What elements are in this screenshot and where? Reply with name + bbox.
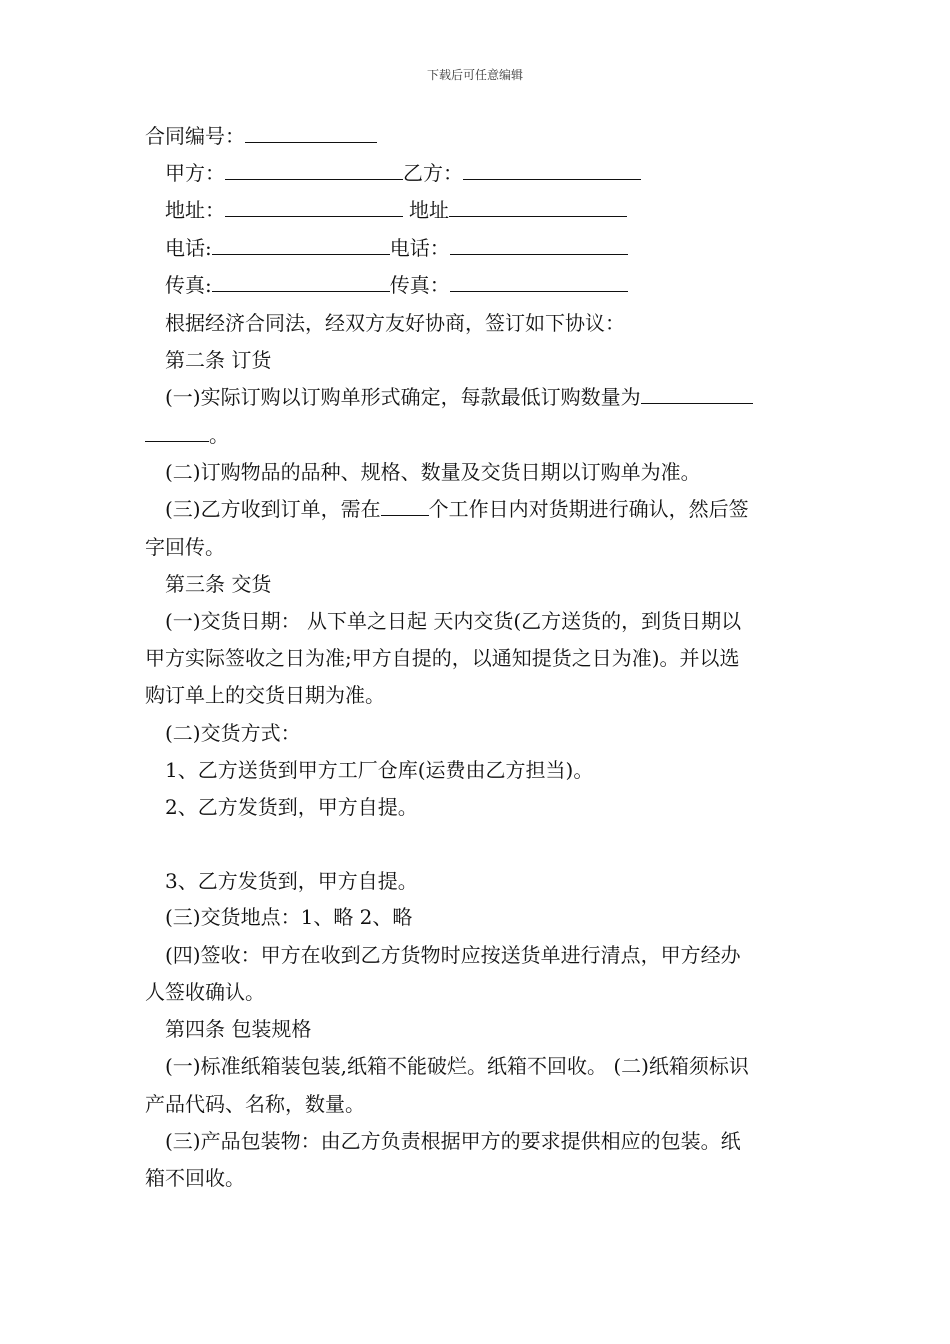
article-4-item-1-line-1: (一)标准纸箱装包装,纸箱不能破烂。纸箱不回收。 (二)纸箱须标识 — [165, 1054, 749, 1078]
address-a-blank[interactable] — [225, 198, 403, 217]
party-a-label: 甲方： — [165, 161, 225, 185]
article-3-title: 第三条 交货 — [165, 572, 272, 596]
article-3-item-1-line-1: (一)交货日期： 从下单之日起 天内交货(乙方送货的，到货日期以 — [165, 609, 742, 633]
intro-paragraph: 根据经济合同法，经双方友好协商，签订如下协议： — [165, 311, 625, 335]
contract-number-label: 合同编号： — [145, 124, 245, 148]
contract-number-line — [145, 124, 815, 148]
min-order-quantity-blank[interactable] — [641, 385, 753, 404]
article-2-item-2: (二)订购物品的品种、规格、数量及交货日期以订购单为准。 — [165, 460, 701, 484]
confirm-days-blank[interactable] — [381, 497, 429, 516]
address-line — [165, 198, 835, 222]
article-3-item-4-line-1: (四)签收：甲方在收到乙方货物时应按送货单进行清点，甲方经办 — [165, 943, 741, 967]
fax-a-label: 传真: — [165, 273, 212, 297]
delivery-method-2: 2、乙方发货到，甲方自提。 — [165, 795, 418, 819]
article-3-item-2: (二)交货方式： — [165, 721, 301, 745]
article-4-item-3-line-2: 箱不回收。 — [145, 1166, 245, 1190]
address-b-label: 地址 — [409, 198, 449, 222]
article-2-item-1-line-2 — [145, 423, 815, 447]
phone-b-label: 电话： — [389, 236, 450, 260]
delivery-method-3: 3、乙方发货到，甲方自提。 — [165, 869, 418, 893]
article-2-item-1-end: 。 — [209, 423, 229, 447]
address-b-blank[interactable] — [449, 198, 627, 217]
party-b-label: 乙方： — [403, 161, 463, 185]
article-3-item-3: (三)交货地点：1、略 2、略 — [165, 905, 413, 929]
party-b-blank[interactable] — [463, 161, 641, 180]
party-a-blank[interactable] — [225, 161, 403, 180]
article-2-title: 第二条 订货 — [165, 348, 272, 372]
phone-b-blank[interactable] — [450, 236, 628, 255]
min-order-quantity-blank-cont[interactable] — [145, 423, 209, 442]
phone-line — [165, 236, 835, 260]
fax-a-blank[interactable] — [212, 273, 390, 292]
article-4-title: 第四条 包装规格 — [165, 1017, 312, 1041]
contract-number-blank[interactable] — [245, 124, 377, 143]
article-3-item-1-line-2: 甲方实际签收之日为准;甲方自提的，以通知提货之日为准)。并以选 — [145, 646, 740, 670]
address-a-label: 地址： — [165, 198, 225, 222]
party-line — [165, 161, 835, 185]
fax-b-blank[interactable] — [450, 273, 628, 292]
phone-a-blank[interactable] — [212, 236, 390, 255]
article-3-item-4-line-2: 人签收确认。 — [145, 980, 265, 1004]
page-header-note: 下载后可任意编辑 — [426, 68, 523, 82]
delivery-method-1: 1、乙方送货到甲方工厂仓库(运费由乙方担当)。 — [165, 758, 594, 782]
article-2-item-1-line-1 — [165, 385, 835, 409]
article-2-item-3-text-a: (三)乙方收到订单，需在 — [165, 497, 381, 521]
article-2-item-1-text: (一)实际订购以订购单形式确定，每款最低订购数量为 — [165, 385, 641, 409]
article-4-item-3-line-1: (三)产品包装物：由乙方负责根据甲方的要求提供相应的包装。纸 — [165, 1129, 741, 1153]
article-3-item-1-line-3: 购订单上的交货日期为准。 — [145, 683, 385, 707]
article-2-item-3-line-1 — [165, 497, 835, 521]
article-2-item-3-line-2: 字回传。 — [145, 535, 225, 559]
article-4-item-1-line-2: 产品代码、名称，数量。 — [145, 1092, 365, 1116]
article-2-item-3-text-b: 个工作日内对货期进行确认，然后签 — [428, 497, 749, 521]
phone-a-label: 电话: — [165, 236, 212, 260]
fax-b-label: 传真： — [389, 273, 450, 297]
fax-line — [165, 273, 835, 297]
